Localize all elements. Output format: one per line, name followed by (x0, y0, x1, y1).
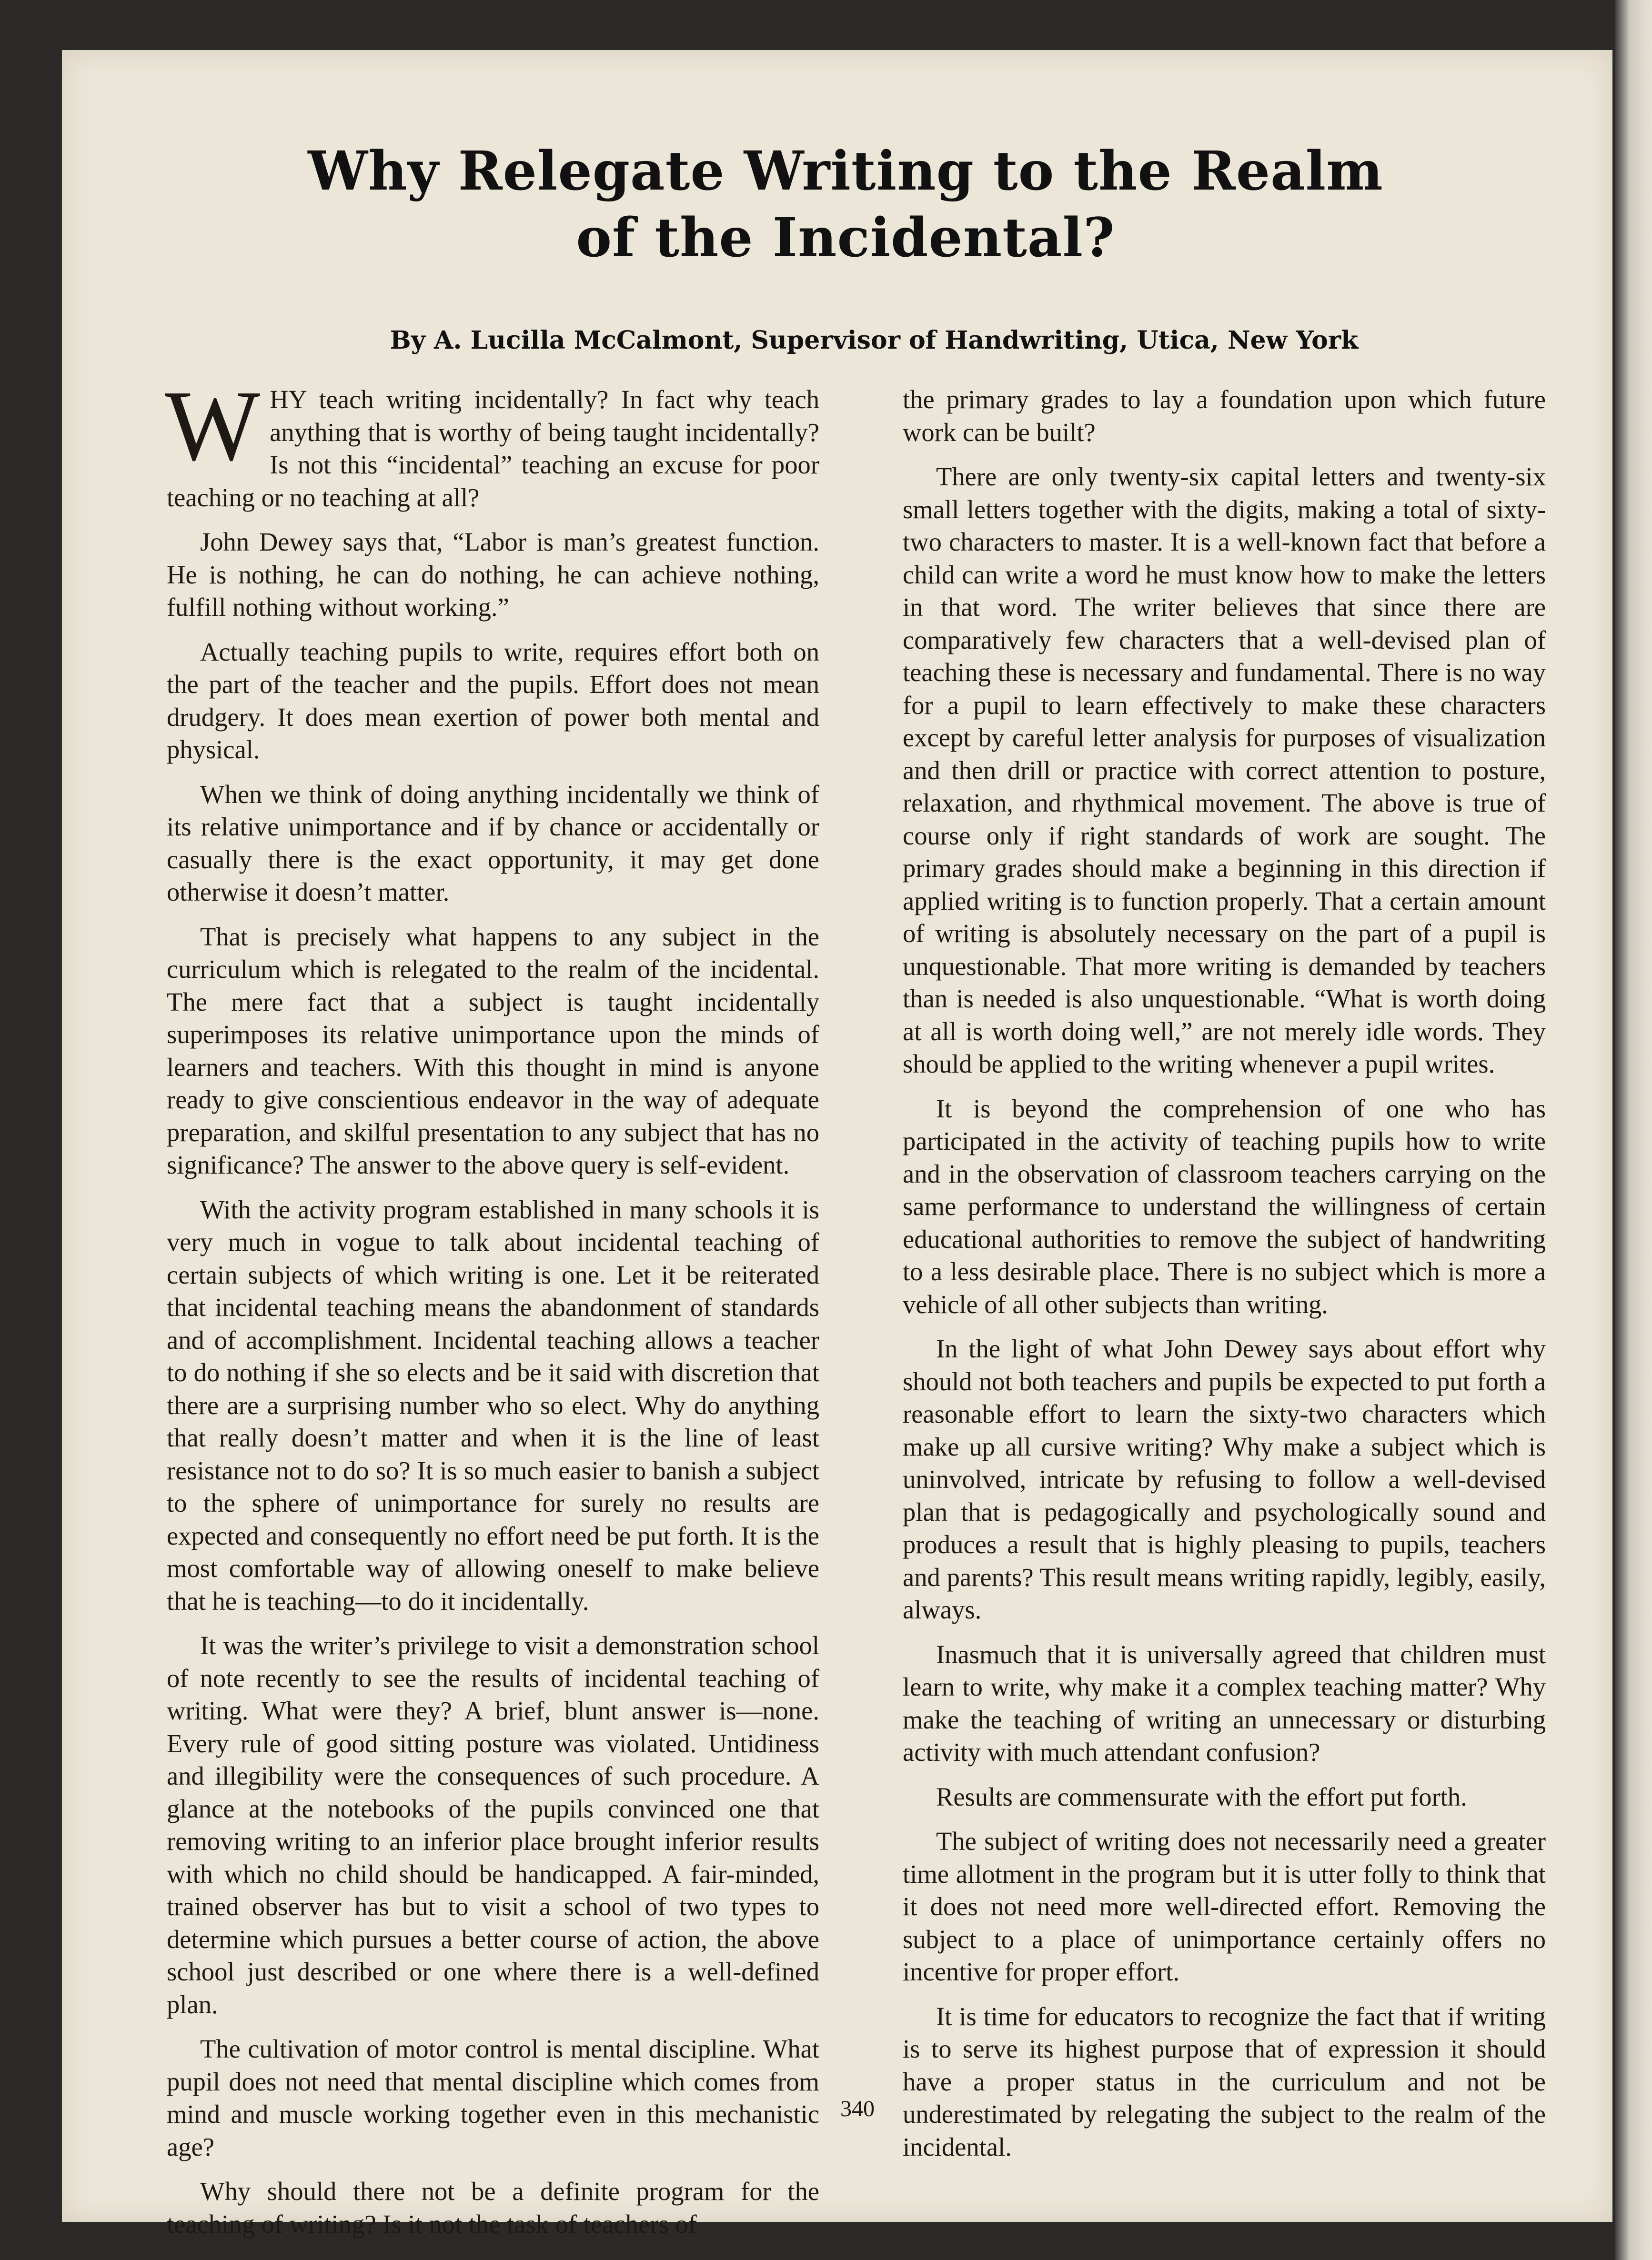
paragraph: The subject of writing does not necessarily need a greater time allotment in the program but it is utter folly to think that it does not need more well-directed effort. Removing the subject to a place of unimportance certainly offers no incentive for proper effort. (903, 1827, 1546, 1986)
paragraph: Inasmuch that it is universally agreed that children must learn to write, why make it a complex teaching matter? Why make the teaching of writing an unnecessary or disturbing activity with much attendant confusion? (903, 1639, 1546, 1767)
right-column (903, 383, 1546, 2175)
opening-paragraph-text: HY teach writing incidentally? In fact why teach anything that is worthy of being taught incidentally? Is not this “incidental” teaching an excuse for poor teaching or no teaching at all? (167, 385, 819, 512)
article-title: Why Relegate Writing to the Realm of the Incidental? (308, 140, 1383, 269)
paragraph: When we think of doing anything incidentally we think of its relative unimportance and if by chance or accidentally or casually there is the exact opportunity, it may get done otherwise it doesn’t matter. (167, 779, 819, 906)
left-column (165, 370, 819, 2252)
paragraph: Actually teaching pupils to write, requires effort both on the part of the teacher and the pupils. Effort does not mean drudgery. It does mean exertion of power both mental and physical. (167, 637, 819, 764)
paragraph-continued: the primary grades to lay a foundation upon which future work can be built? (903, 385, 1546, 447)
paragraph: It is time for educators to recognize the fact that if writing is to serve its highest purpose that of expression it should have a proper status in the curriculum and not be underestimated by relegating the subject to the realm of the incidental. (903, 2001, 1546, 2161)
paragraph: That is precisely what happens to any subject in the curriculum which is relegated to the realm of the incidental. The mere fact that a subject is taught incidentally superimposes its relative unimportance upon the minds of learners and teachers. With this thought in mind is anyone ready to give conscientious endeavor in the way of adequate preparation, and skilful presentation to any subject that has no significance? The answer to the above query is self-evident. (167, 922, 819, 1179)
paragraph: There are only twenty-six capital letters and twenty-six small letters together with the digits, making a total of sixty-two characters to master. It is a well-known fact that before a child can write a word he must know how to make the letters in that word. The writer believes that since there are comparatively few characters that a well-devised plan of teaching these is necessary and fundamental. There is no way for a pupil to learn effectively to make these characters except by careful letter analysis for purposes of visualization and then drill or practice with correct attention to posture, relaxation, and rhythmical movement. The above is true of course only if right standards of work are sought. The primary grades should make a beginning in this direction if applied writing is to function properly. That a certain amount of writing is absolutely necessary on the part of a pupil is unquestionable. That more writing is demanded by teachers than is needed is also unquestionable. “What is worth doing at all is worth doing well,” are not merely idle words. They should be applied to the writing whenever a pupil writes. (903, 462, 1546, 1078)
paragraph: Results are commensurate with the effort put forth. (936, 1782, 1467, 1811)
paragraph: In the light of what John Dewey says about effort why should not both teachers and pupils be expected to put forth a reasonable effort to learn the sixty-two characters which make up all cursive writing? Why make a subject which is uninvolved, intricate by refusing to follow a well-devised plan that is pedagogically and psychologically sound and produces a result that is highly pleasing to pupils, teachers and parents? This result means writing rapidly, legibly, easily, always. (903, 1334, 1546, 1624)
article-byline: By A. Lucilla McCalmont, Supervisor of Handwriting, Utica, New York (390, 326, 1359, 355)
scan-background-edge (1615, 0, 1652, 2260)
paragraph: It is beyond the comprehension of one who has participated in the activity of teaching pupils how to write and in the observation of classroom teachers carrying on the same performance to understand the willingness of certain educational authorities to remove the subject of handwriting to a less desirable place. There is no subject which is more a vehicle of all other subjects than writing. (903, 1094, 1546, 1319)
paragraph: With the activity program established in many schools it is very much in vogue to talk about incidental teaching of certain subjects of which writing is one. Let it be reiterated that incidental teaching means the abandonment of standards and of accomplishment. Incidental teaching allows a teacher to do nothing if she so elects and be it said with discretion that there are a surprising number who so elect. Why do anything that really doesn’t matter and when it is the line of least resistance not to do so? It is so much easier to banish a subject to the sphere of unimportance for surely no results are expected and consequently no effort need be put forth. It is the most comfortable way of allowing oneself to make believe that he is teaching—to do it incidentally. (167, 1195, 819, 1616)
opening-paragraph (165, 370, 819, 514)
drop-cap: W (165, 370, 261, 482)
paragraph: John Dewey says that, “Labor is man’s greatest function. He is nothing, he can do nothing, he can achieve nothing, fulfill nothing without working.” (167, 527, 819, 622)
paragraph: It was the writer’s privilege to visit a demonstration school of note recently to see the results of incidental teaching of writing. What were they? A brief, blunt answer is—none. Every rule of good sitting posture was violated. Untidiness and illegibility were the consequences of such procedure. A glance at the notebooks of the pupils convinced one that removing writing to an inferior place brought inferior results with which no child should be handicapped. A fair-minded, trained observer has but to visit a school of two types to determine which pursues a better course of action, the above school just described or one where there is a well-defined plan. (167, 1631, 819, 2019)
paragraph: The cultivation of motor control is mental discipline. What pupil does not need that mental discipline which comes from mind and muscle working together even in this mechanistic age? (167, 2034, 819, 2161)
paragraph: Why should there not be a definite program for the teaching of writing? Is it not the task of teachers of (167, 2177, 819, 2239)
page-number: 340 (840, 2096, 875, 2121)
